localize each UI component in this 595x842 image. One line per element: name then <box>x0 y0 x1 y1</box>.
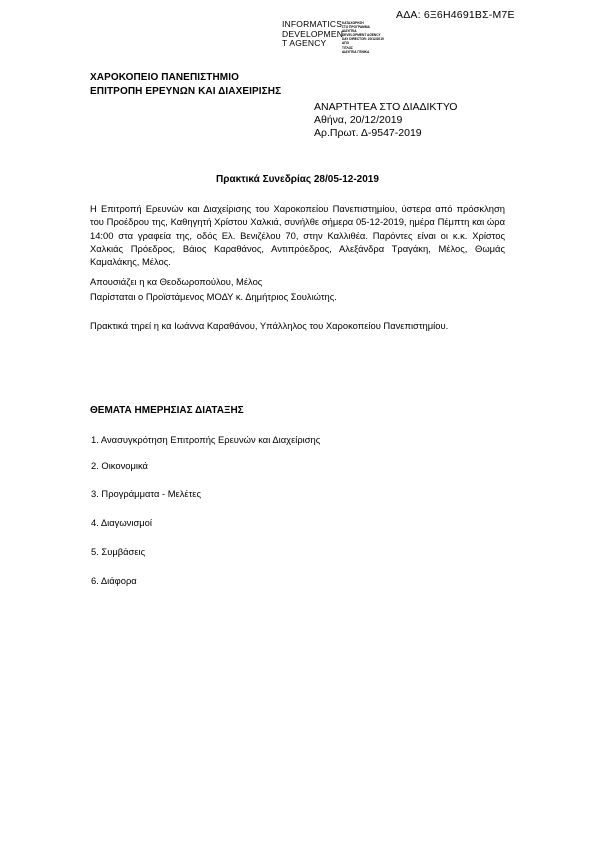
logo-small-line: ΔΙΑΥΓΕΙΑ ΓΕΝΙΚΑ <box>342 49 370 54</box>
logo-small-line: ΚΑΤΑΧΩΡΗΣΗ <box>342 21 364 25</box>
committee-name: ΕΠΙΤΡΟΠΗ ΕΡΕΥΝΩΝ ΚΑΙ ΔΙΑΧΕΙΡΙΣΗΣ <box>90 86 282 97</box>
logo-small-line: DAY DIRECTOR: 20/12/2019 <box>342 37 384 42</box>
minutes-paragraph: Πρακτικά τηρεί η κα Ιωάννα Καραθάνου, Υπάλληλος του Χαροκοπείου Πανεπιστημίου. <box>90 320 449 331</box>
logo-line: INFORMATICS <box>282 19 343 29</box>
logo-line: T AGENCY <box>282 38 327 48</box>
agenda-item: 2. Οικονομικά <box>91 460 148 471</box>
logo-small-line: ΔΙΑΥΓΕΙΑ <box>342 29 357 34</box>
logo-small-line: ΣΤΟ ΠΡΟΓΡΑΜΜΑ <box>342 25 370 30</box>
logo-small-line: ΤΙΤΛΟΣ <box>342 45 353 50</box>
agenda-item: 1. Ανασυγκρότηση Επιτροπής Ερευνών και Διαχείρισης <box>91 434 321 445</box>
document-title: Πρακτικά Συνεδρίας 28/05-12-2019 <box>216 174 379 185</box>
logo-small-line: DEVELOPMENT AGENCY <box>342 33 381 38</box>
logo-line: DEVELOPMEN <box>282 28 344 39</box>
ada-code: ΑΔΑ: 6Ξ6Η4691ΒΣ-Μ7Ε <box>396 9 515 21</box>
logo-text <box>282 20 343 49</box>
present-line: Παρίσταται ο Προϊστάμενος ΜΟΔΥ κ. Δημήτριος Σουλιώτης. <box>90 291 337 302</box>
protocol-number: Αρ.Πρωτ. Δ-9547-2019 <box>314 127 422 139</box>
document-date: Αθήνα, 20/12/2019 <box>314 114 403 126</box>
agenda-title: ΘΕΜΑΤΑ ΗΜΕΡΗΣΙΑΣ ΔΙΑΤΑΞΗΣ <box>90 405 244 416</box>
institution-name: ΧΑΡΟΚΟΠΕΙΟ ΠΑΝΕΠΙΣΤΗΜΙΟ <box>90 72 239 83</box>
agenda-item: 4. Διαγωνισμοί <box>91 517 152 528</box>
logo-small-text <box>342 21 384 54</box>
agenda-item: 6. Διάφορα <box>91 575 137 586</box>
publish-notice: ΑΝΑΡΤΗΤΕΑ ΣΤΟ ΔΙΑΔΙΚΤΥΟ <box>314 101 458 113</box>
session-paragraph: Η Επιτροπή Ερευνών και Διαχείρισης του Χαροκοπείου Πανεπιστημίου, ύστερα από πρόσκληση του Προέδρου της, Καθηγητή Χρίστου Χαλκιά, συνήλθε σήμερα 05-12-2019, ημέρα Πέμπτη και ώρα 14:00 στα γραφεία της, οδός Ελ. Βενιζέλου 70, στην Καλλιθέα. Παρόντες είναι οι κ.κ. Χρίστος Χαλκιάς Πρόεδρος, Βάιος Καραθάνος, Αντιπρόεδρος, Αλεξάνδρα Τραγάκη, Μέλος, Θωμάς Καμαλάκης, Μέλος. <box>90 203 505 268</box>
logo-small-line: ΑΠΟ <box>342 41 350 46</box>
agenda-item: 5. Συμβάσεις <box>91 546 146 557</box>
agenda-item: 3. Προγράμματα - Μελέτες <box>91 488 201 499</box>
absent-line: Απουσιάζει η κα Θεοδωροπούλου, Μέλος <box>90 276 263 287</box>
diavgeia-logo <box>282 20 422 54</box>
